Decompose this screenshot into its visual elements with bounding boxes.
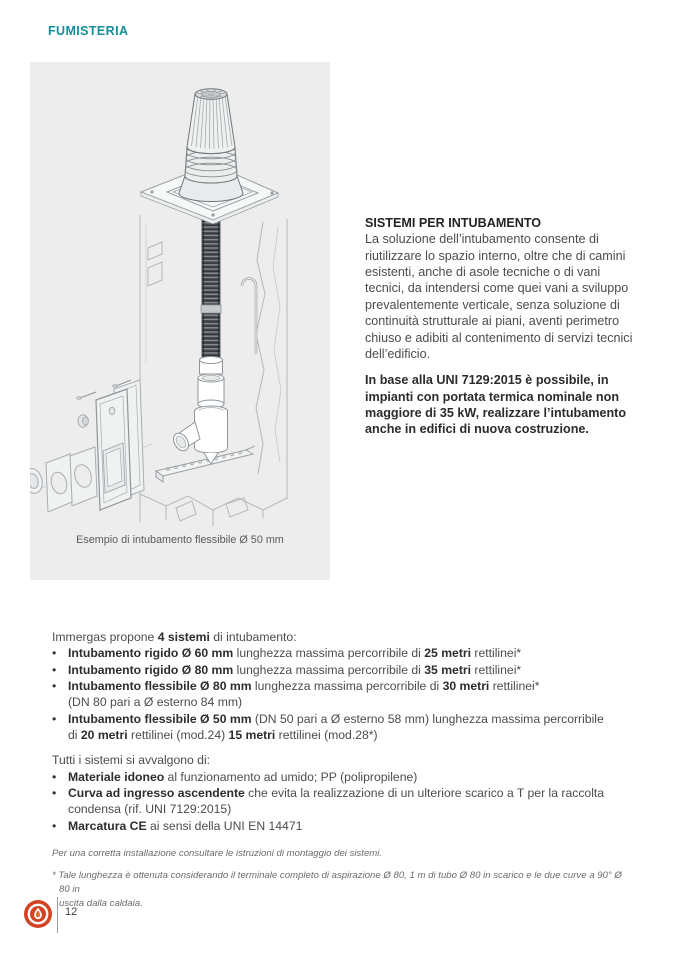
inspection-door-exploded-drawing bbox=[30, 380, 152, 512]
bullet-icon: • bbox=[52, 786, 57, 801]
immergas-logo-icon bbox=[23, 899, 53, 929]
footer-divider bbox=[57, 897, 58, 933]
flue-illustration bbox=[30, 62, 330, 577]
install-note: Per una corretta installazione consultare le istruzioni di montaggio dei sistemi. bbox=[52, 848, 383, 860]
intubamento-section bbox=[365, 215, 637, 438]
figure-box bbox=[30, 62, 330, 580]
list-item: • Intubamento flessibile Ø 50 mm (DN 50 pari a Ø esterno 58 mm) lunghezza massima percorribile di 20 metri rettilinei (mod.24) 15 metri rettilinei (mod.28*) bbox=[52, 711, 604, 743]
bullet-icon: • bbox=[52, 679, 57, 694]
features-intro: Tutti i sistemi si avvalgono di: bbox=[52, 753, 211, 768]
bullet-icon: • bbox=[52, 646, 57, 661]
terminal-cone-drawing bbox=[179, 89, 243, 202]
length-footnote: * Tale lunghezza è ottenuta considerando il terminale completo di aspirazione Ø 80, 1 m di tubo Ø 80 in scarico e le due curve a 90° Ø 80 in uscita dalla caldaia. bbox=[52, 869, 622, 910]
page-title: FUMISTERIA bbox=[48, 24, 129, 38]
figure-caption: Esempio di intubamento flessibile Ø 50 mm bbox=[76, 534, 284, 546]
list-item: • Intubamento rigido Ø 60 mm lunghezza massima percorribile di 25 metri rettilinei* bbox=[52, 646, 522, 661]
norm-paragraph: In base alla UNI 7129:2015 è possibile, in impianti con portata termica nominale non maggiore di 35 kW, realizzare l’intubamento anche in edifici di nuova costruzione. bbox=[365, 373, 627, 437]
systems-section bbox=[52, 629, 632, 912]
bullet-icon: • bbox=[52, 818, 57, 833]
bullet-icon: • bbox=[52, 662, 57, 677]
systems-intro: Immergas propone 4 sistemi di intubamento: bbox=[52, 630, 297, 644]
bullet-icon: • bbox=[52, 769, 57, 784]
flexible-tube-drawing bbox=[170, 212, 227, 464]
list-item: • Intubamento rigido Ø 80 mm lunghezza massima percorribile di 35 metri rettilinei* bbox=[52, 662, 522, 677]
section-heading: SISTEMI PER INTUBAMENTO bbox=[365, 216, 542, 230]
page-number: 12 bbox=[65, 906, 78, 918]
list-item: • Intubamento flessibile Ø 80 mm lunghezza massima percorribile di 30 metri rettilinei* (DN 80 pari a Ø esterno 84 mm) bbox=[52, 679, 540, 710]
intro-paragraph: La soluzione dell’intubamento consente di riutilizzare lo spazio interno, oltre che di camini esistenti, anche di asole tecniche o di vani tecnici, da intendersi come quei vani a sviluppo prevalentemente verticale, senza soluzione di continuità strutturale ai piani, aventi perimetro chiuso e adibiti al contenimento di servizi tecnici dell’edificio. bbox=[365, 232, 633, 361]
list-item: • Materiale idoneo al funzionamento ad umido; PP (polipropilene) bbox=[52, 769, 418, 784]
features-list bbox=[52, 769, 632, 834]
systems-list bbox=[52, 645, 632, 743]
list-item: • Marcatura CE ai sensi della UNI EN 14471 bbox=[52, 818, 303, 833]
bullet-icon: • bbox=[52, 711, 57, 726]
hook-pipe-drawing bbox=[242, 279, 256, 355]
list-item: • Curva ad ingresso ascendente che evita la realizzazione di un ulteriore scarico a T per la raccolta condensa (rif. UNI 7129:2015) bbox=[52, 786, 605, 817]
